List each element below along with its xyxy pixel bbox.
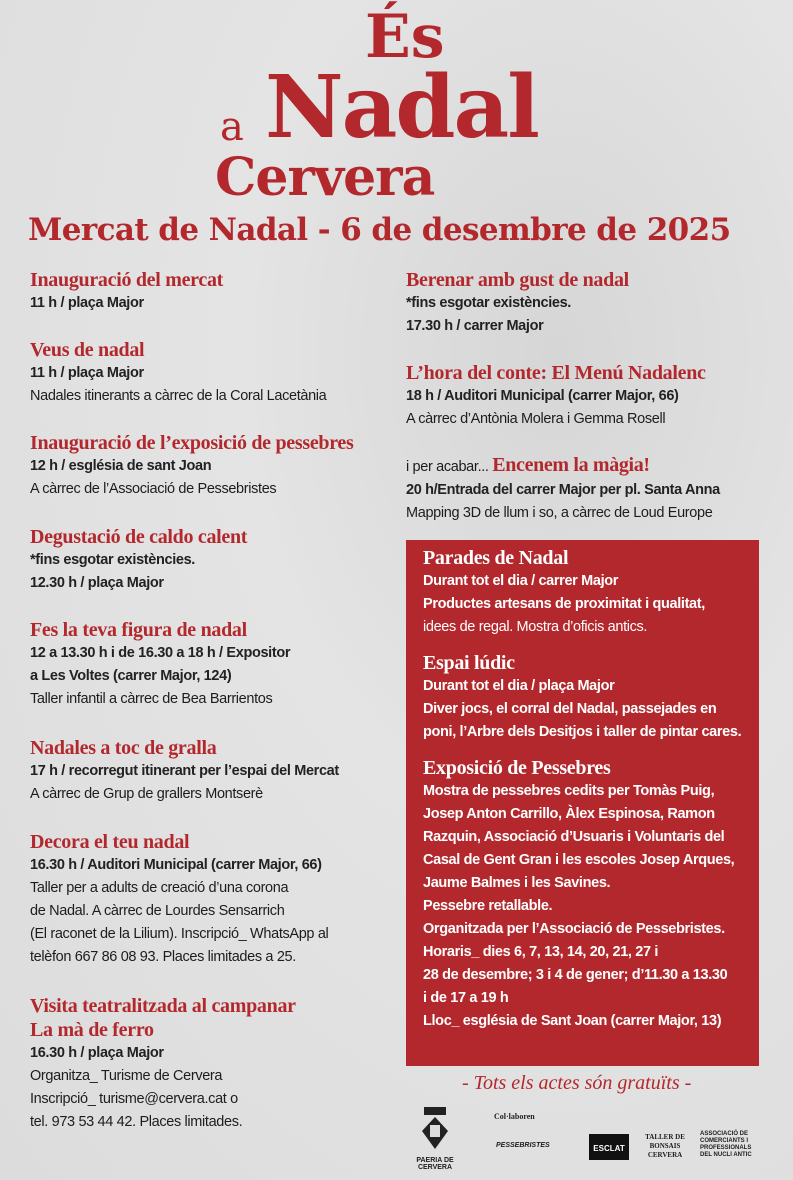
event-section	[423, 546, 793, 639]
event-section	[30, 830, 400, 969]
event-heading: Degustació de caldo calent	[30, 526, 248, 548]
event-line: 12 h / església de sant Joan	[30, 458, 212, 474]
event-line: *fins esgotar existències.	[406, 295, 571, 311]
event-heading: Nadales a toc de gralla	[30, 737, 217, 759]
event-section	[30, 525, 400, 595]
event-heading: Espai lúdic	[423, 652, 515, 674]
event-line: tel. 973 53 44 42. Places limitades.	[30, 1114, 243, 1130]
coat-of-arms-icon	[420, 1105, 450, 1155]
event-section	[30, 618, 400, 711]
event-line: 17.30 h / carrer Major	[406, 318, 544, 334]
event-line: A càrrec de Grup de grallers Montserè	[30, 786, 263, 802]
event-heading: Inauguració del mercat	[30, 269, 224, 291]
event-heading: Parades de Nadal	[423, 547, 569, 569]
event-line: Durant tot el dia / plaça Major	[423, 678, 615, 694]
event-heading: Exposició de Pessebres	[423, 757, 611, 779]
finale-heading: Encenem la màgia!	[492, 454, 650, 476]
event-section	[423, 756, 793, 1033]
event-line: de Nadal. A càrrec de Lourdes Sensarrich	[30, 903, 285, 919]
event-heading: Decora el teu nadal	[30, 831, 190, 853]
event-line: telèfon 667 86 08 93. Places limitades a 25.	[30, 949, 296, 965]
event-line: Nadales itinerants a càrrec de la Coral Lacetània	[30, 388, 327, 404]
event-line: a Les Voltes (carrer Major, 124)	[30, 668, 232, 684]
page-title: Mercat de Nadal - 6 de desembre de 2025	[28, 212, 731, 248]
event-line: Lloc_ església de Sant Joan (carrer Major, 13)	[423, 1013, 722, 1029]
event-line: Josep Anton Carrillo, Àlex Espinosa, Ramon	[423, 806, 715, 822]
logo-nadal: Nadal	[265, 57, 538, 158]
event-line: Diver jocs, el corral del Nadal, passejades en	[423, 701, 717, 717]
event-heading: Inauguració de l’exposició de pessebres	[30, 432, 354, 454]
free-notice: - Tots els actes són gratuïts -	[462, 1072, 692, 1094]
event-heading: L’hora del conte: El Menú Nadalenc	[406, 362, 706, 384]
event-line: Taller infantil a càrrec de Bea Barrientos	[30, 691, 273, 707]
event-line: 28 de desembre; 3 i 4 de gener; d’11.30 a 13.30	[423, 967, 728, 983]
event-section	[406, 268, 776, 338]
event-line: idees de regal. Mostra d’oficis antics.	[423, 619, 648, 635]
event-line: 12 a 13.30 h i de 16.30 a 18 h / Expositor	[30, 645, 291, 661]
event-line: poni, l’Arbre dels Desitjos i taller de pintar cares.	[423, 724, 742, 740]
event-heading: Visita teatralitzada al campanar	[30, 995, 296, 1017]
event-line: Taller per a adults de creació d’una corona	[30, 880, 289, 896]
event-heading: Veus de nadal	[30, 339, 145, 361]
finale-desc: Mapping 3D de llum i so, a càrrec de Loud Europe	[406, 505, 713, 521]
event-line: *fins esgotar existències.	[30, 552, 195, 568]
event-line: 12.30 h / plaça Major	[30, 575, 164, 591]
event-line: Horaris_ dies 6, 7, 13, 14, 20, 21, 27 i	[423, 944, 659, 960]
paeria-logo	[410, 1105, 460, 1171]
event-section	[30, 338, 400, 408]
event-line: Productes artesans de proximitat i qualitat,	[423, 596, 705, 612]
comerciants-logo: ASSOCIACIÓ DE COMERCIANTS I PROFESSIONALS DEL NUCLI ANTIC	[700, 1131, 752, 1158]
event-line: 11 h / plaça Major	[30, 365, 144, 381]
es-nadal-logo	[200, 2, 600, 208]
event-line: i de 17 a 19 h	[423, 990, 509, 1006]
event-line: Organitza_ Turisme de Cervera	[30, 1068, 223, 1084]
bonsais-logo: TALLER DE BONSAIS CERVERA	[645, 1133, 685, 1159]
paeria-label: PAERIA DE CERVERA	[416, 1157, 454, 1171]
finale-section	[406, 454, 776, 525]
event-line: Inscripció_ turisme@cervera.cat o	[30, 1091, 238, 1107]
esclat-logo: ESCLAT	[589, 1134, 629, 1160]
event-section	[30, 736, 400, 806]
event-line: 18 h / Auditori Municipal (carrer Major, 66)	[406, 388, 679, 404]
event-heading: Berenar amb gust de nadal	[406, 269, 629, 291]
event-line: Jaume Balmes i les Savines.	[423, 875, 611, 891]
event-line: A càrrec d’Antònia Molera i Gemma Rosell	[406, 411, 666, 427]
event-line: 11 h / plaça Major	[30, 295, 144, 311]
event-section	[30, 268, 400, 315]
event-section	[30, 431, 400, 501]
event-line: 16.30 h / Auditori Municipal (carrer Major, 66)	[30, 857, 322, 873]
event-line: (El raconet de la Lilium). Inscripció_ WhatsApp al	[30, 926, 329, 942]
event-heading: Fes la teva figura de nadal	[30, 619, 247, 641]
finale-time: 20 h/Entrada del carrer Major per pl. Santa Anna	[406, 482, 720, 498]
event-line: 17 h / recorregut itinerant per l’espai del Mercat	[30, 763, 339, 779]
logo-es: És	[365, 2, 445, 72]
event-line: Pessebre retallable.	[423, 898, 553, 914]
logo-cervera: Cervera	[215, 147, 435, 208]
finale-prefix: i per acabar...	[406, 459, 493, 475]
event-line: Razquin, Associació d’Usuaris i Voluntaris del	[423, 829, 725, 845]
event-line: A càrrec de l’Associació de Pessebristes	[30, 481, 277, 497]
event-line: Mostra de pessebres cedits per Tomàs Puig,	[423, 783, 715, 799]
event-subheading: La mà de ferro	[30, 1019, 154, 1041]
pessebristes-logo: PESSEBRISTES	[496, 1142, 550, 1149]
event-section	[406, 361, 776, 431]
event-section	[30, 994, 400, 1134]
event-line: Durant tot el dia / carrer Major	[423, 573, 619, 589]
event-line: Organitzada per l’Associació de Pessebristes.	[423, 921, 725, 937]
activities-box	[406, 540, 759, 1066]
event-line: 16.30 h / plaça Major	[30, 1045, 164, 1061]
collaboren-label: Col·laboren	[494, 1112, 535, 1121]
event-line: Casal de Gent Gran i les escoles Josep Arques,	[423, 852, 735, 868]
event-section	[423, 651, 793, 744]
logo-a: a	[220, 104, 244, 150]
